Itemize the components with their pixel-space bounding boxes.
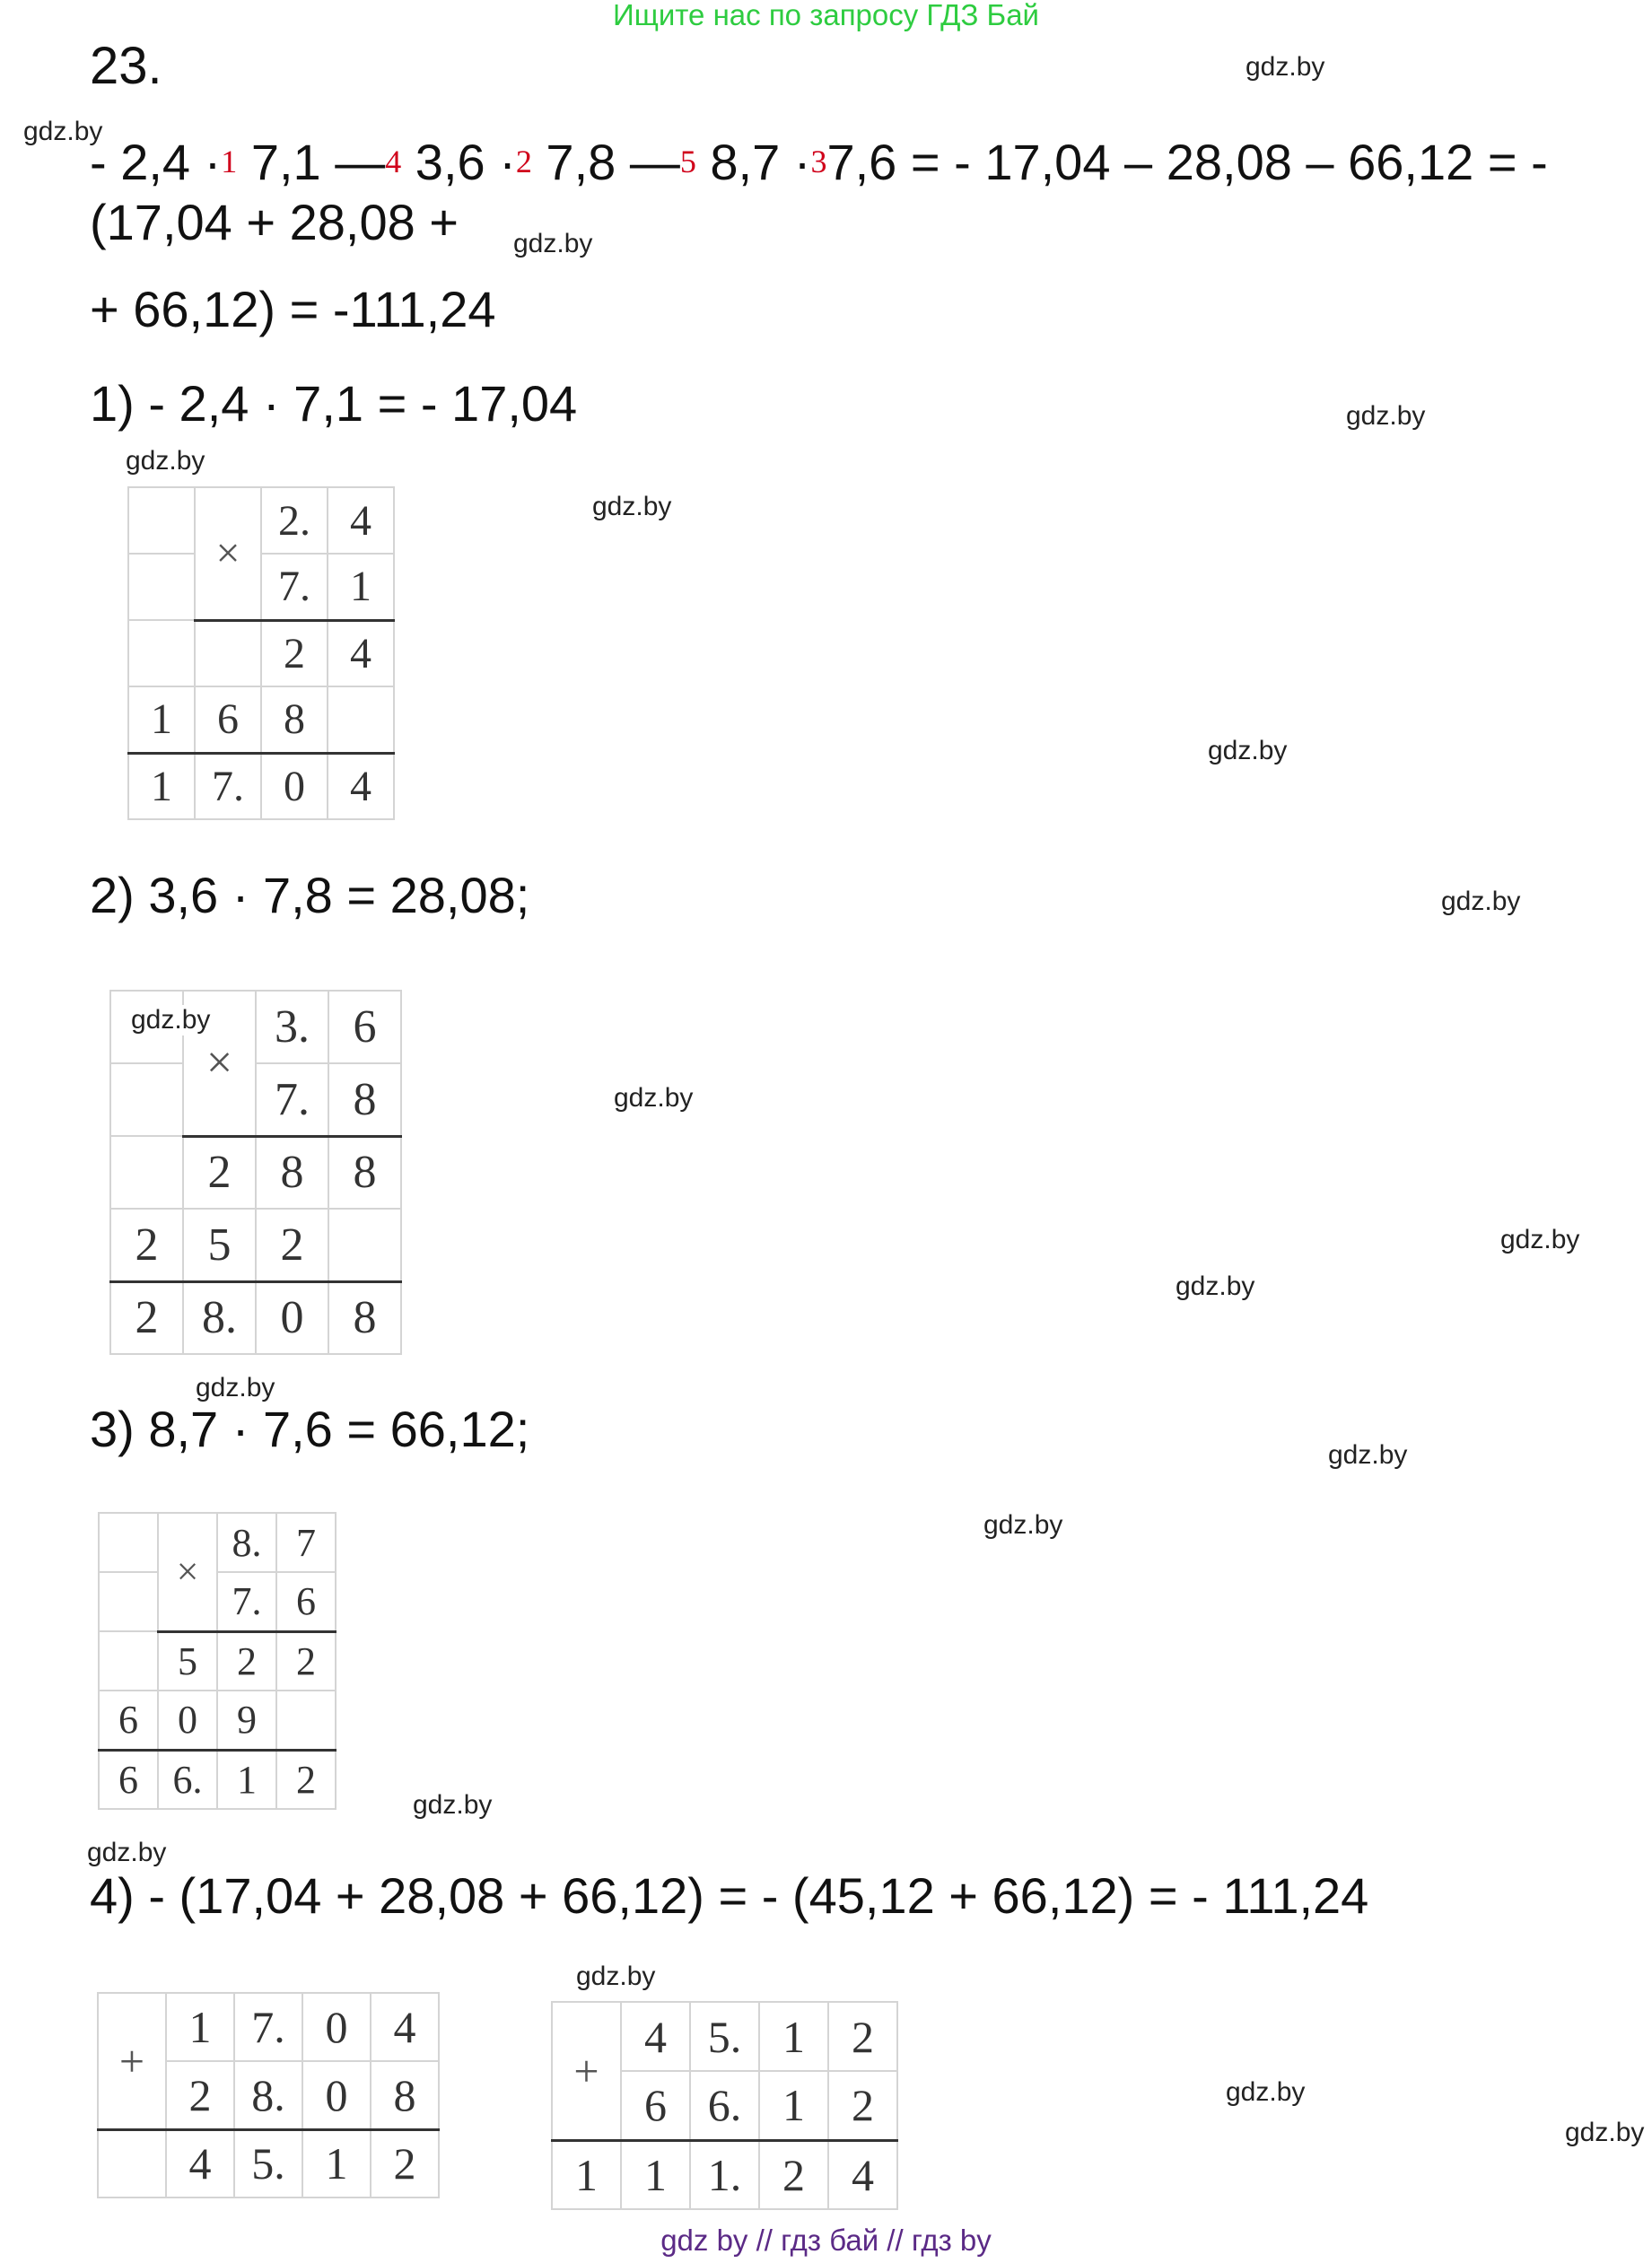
multiplication-table-2 bbox=[109, 990, 402, 1355]
order-mark: 1 bbox=[221, 144, 238, 179]
cell: 1 bbox=[621, 2140, 690, 2209]
cell bbox=[110, 1063, 183, 1136]
cell: 7. bbox=[234, 1993, 302, 2061]
cell: 4 bbox=[328, 487, 394, 554]
order-mark: 3 bbox=[810, 144, 827, 179]
cell: 2 bbox=[828, 2071, 897, 2140]
cell: 7. bbox=[261, 554, 328, 620]
cell: 8 bbox=[371, 2061, 439, 2129]
cell: 1 bbox=[217, 1750, 276, 1809]
watermark: gdz.by bbox=[1226, 2077, 1306, 2107]
cell: 6 bbox=[328, 991, 401, 1063]
search-banner[interactable]: Ищите нас по запросу ГДЗ Бай bbox=[613, 0, 1039, 31]
cell: 1 bbox=[759, 2071, 828, 2140]
cell: 2 bbox=[759, 2140, 828, 2209]
watermark: gdz.by bbox=[1208, 736, 1288, 765]
plus-sign: + bbox=[552, 2002, 621, 2140]
cell: 6 bbox=[99, 1750, 158, 1809]
addition-table-1 bbox=[97, 1992, 440, 2198]
multiplication-table-1 bbox=[127, 486, 395, 820]
multiplication-table-3 bbox=[98, 1512, 337, 1810]
cell: 8. bbox=[234, 2061, 302, 2129]
cell bbox=[128, 487, 195, 554]
cell: 1 bbox=[302, 2129, 371, 2197]
cell: 2 bbox=[183, 1136, 256, 1209]
cell: 3. bbox=[256, 991, 328, 1063]
watermark: gdz.by bbox=[1176, 1271, 1255, 1301]
cell: 8 bbox=[328, 1136, 401, 1209]
cell: 4 bbox=[328, 753, 394, 819]
watermark: gdz.by bbox=[1346, 401, 1426, 431]
addition-table-2 bbox=[551, 2001, 898, 2210]
cell: 2 bbox=[828, 2002, 897, 2071]
watermark: gdz.by bbox=[131, 1005, 211, 1035]
cell: 6 bbox=[195, 686, 261, 753]
cell bbox=[128, 554, 195, 620]
watermark: gdz.by bbox=[1565, 2118, 1645, 2147]
cell: 8 bbox=[328, 1063, 401, 1136]
cell: 6 bbox=[621, 2071, 690, 2140]
cell: 8. bbox=[217, 1513, 276, 1572]
watermark: gdz.by bbox=[983, 1510, 1063, 1540]
cell bbox=[128, 620, 195, 686]
cell: 0 bbox=[261, 753, 328, 819]
cell: 1 bbox=[552, 2140, 621, 2209]
watermark: gdz.by bbox=[87, 1838, 167, 1867]
cell: 2 bbox=[217, 1631, 276, 1691]
cell: 1 bbox=[328, 554, 394, 620]
watermark: gdz.by bbox=[23, 117, 103, 146]
cell: 2 bbox=[256, 1209, 328, 1281]
cell: 2 bbox=[276, 1750, 336, 1809]
watermark: gdz.by bbox=[126, 446, 205, 476]
cell: 4 bbox=[621, 2002, 690, 2071]
cell: 7 bbox=[276, 1513, 336, 1572]
cell: 8 bbox=[328, 1281, 401, 1354]
cell: 1 bbox=[128, 753, 195, 819]
step-3-heading: 3) 8,7 · 7,6 = 66,12; bbox=[90, 1401, 530, 1457]
expression-part: 8,7 · bbox=[695, 134, 811, 190]
cell: 2 bbox=[371, 2129, 439, 2197]
cell: 4 bbox=[166, 2129, 234, 2197]
cell: 6 bbox=[276, 1572, 336, 1631]
cell: 6. bbox=[158, 1750, 217, 1809]
cell: 6. bbox=[690, 2071, 759, 2140]
cell: 6 bbox=[99, 1691, 158, 1750]
order-mark: 5 bbox=[679, 144, 696, 179]
cell: 7. bbox=[217, 1572, 276, 1631]
expression-part: 7,6 = - 17,04 – 28,08 – 66,12 = - bbox=[826, 134, 1548, 190]
cell bbox=[99, 1572, 158, 1631]
cell: 4 bbox=[828, 2140, 897, 2209]
expression-line-3: + 66,12) = -111,24 bbox=[90, 281, 496, 337]
cell: 2 bbox=[166, 2061, 234, 2129]
cell: 8 bbox=[261, 686, 328, 753]
cell: 8. bbox=[183, 1281, 256, 1354]
cell bbox=[99, 1631, 158, 1691]
expression-part: 3,6 · bbox=[401, 134, 516, 190]
watermark: gdz.by bbox=[513, 229, 593, 258]
cell: 1. bbox=[690, 2140, 759, 2209]
watermark: gdz.by bbox=[196, 1373, 275, 1402]
expression-part: 7,8 — bbox=[531, 134, 680, 190]
watermark: gdz.by bbox=[592, 492, 672, 521]
watermark: gdz.by bbox=[413, 1790, 493, 1820]
cell bbox=[99, 1513, 158, 1572]
step-2-heading: 2) 3,6 · 7,8 = 28,08; bbox=[90, 867, 530, 923]
cell: 0 bbox=[256, 1281, 328, 1354]
cell: 4 bbox=[328, 620, 394, 686]
watermark: gdz.by bbox=[576, 1962, 656, 1991]
cell bbox=[195, 620, 261, 686]
cell bbox=[276, 1691, 336, 1750]
cell: 2 bbox=[110, 1209, 183, 1281]
plus-sign: + bbox=[98, 1993, 166, 2129]
cell: 7. bbox=[195, 753, 261, 819]
cell: 4 bbox=[371, 1993, 439, 2061]
order-mark: 4 bbox=[385, 144, 402, 179]
watermark: gdz.by bbox=[1246, 52, 1325, 82]
cell: 5. bbox=[690, 2002, 759, 2071]
cell: 5. bbox=[234, 2129, 302, 2197]
cell: 0 bbox=[302, 1993, 371, 2061]
step-1-heading: 1) - 2,4 · 7,1 = - 17,04 bbox=[90, 375, 578, 432]
multiply-sign: × bbox=[195, 487, 261, 620]
cell: 1 bbox=[759, 2002, 828, 2071]
cell bbox=[328, 686, 394, 753]
cell bbox=[110, 1136, 183, 1209]
expression-part: 7,1 — bbox=[237, 134, 386, 190]
order-mark: 2 bbox=[515, 144, 532, 179]
cell: 2 bbox=[276, 1631, 336, 1691]
expression-line-1 bbox=[90, 133, 1548, 191]
task-number: 23. bbox=[90, 37, 162, 95]
footer-links[interactable]: gdz by // гдз бай // гдз by bbox=[660, 2224, 992, 2257]
watermark: gdz.by bbox=[614, 1083, 694, 1113]
cell: 1 bbox=[166, 1993, 234, 2061]
step-4-heading: 4) - (17,04 + 28,08 + 66,12) = - (45,12 + 66,12) = - 111,24 bbox=[90, 1867, 1369, 1924]
cell: 0 bbox=[302, 2061, 371, 2129]
expression-line-2: (17,04 + 28,08 + bbox=[90, 194, 459, 250]
watermark: gdz.by bbox=[1328, 1440, 1408, 1470]
watermark: gdz.by bbox=[1500, 1225, 1580, 1254]
cell bbox=[328, 1209, 401, 1281]
cell: 9 bbox=[217, 1691, 276, 1750]
cell: 5 bbox=[183, 1209, 256, 1281]
cell: 8 bbox=[256, 1136, 328, 1209]
cell: 0 bbox=[158, 1691, 217, 1750]
cell: 2 bbox=[110, 1281, 183, 1354]
cell bbox=[98, 2129, 166, 2197]
cell: 2 bbox=[261, 620, 328, 686]
multiply-sign: × bbox=[183, 991, 256, 1136]
watermark: gdz.by bbox=[1441, 887, 1521, 916]
cell: 5 bbox=[158, 1631, 217, 1691]
cell: 7. bbox=[256, 1063, 328, 1136]
cell: 1 bbox=[128, 686, 195, 753]
cell: 2. bbox=[261, 487, 328, 554]
expression-part: - 2,4 · bbox=[90, 134, 222, 190]
multiply-sign: × bbox=[158, 1513, 217, 1631]
